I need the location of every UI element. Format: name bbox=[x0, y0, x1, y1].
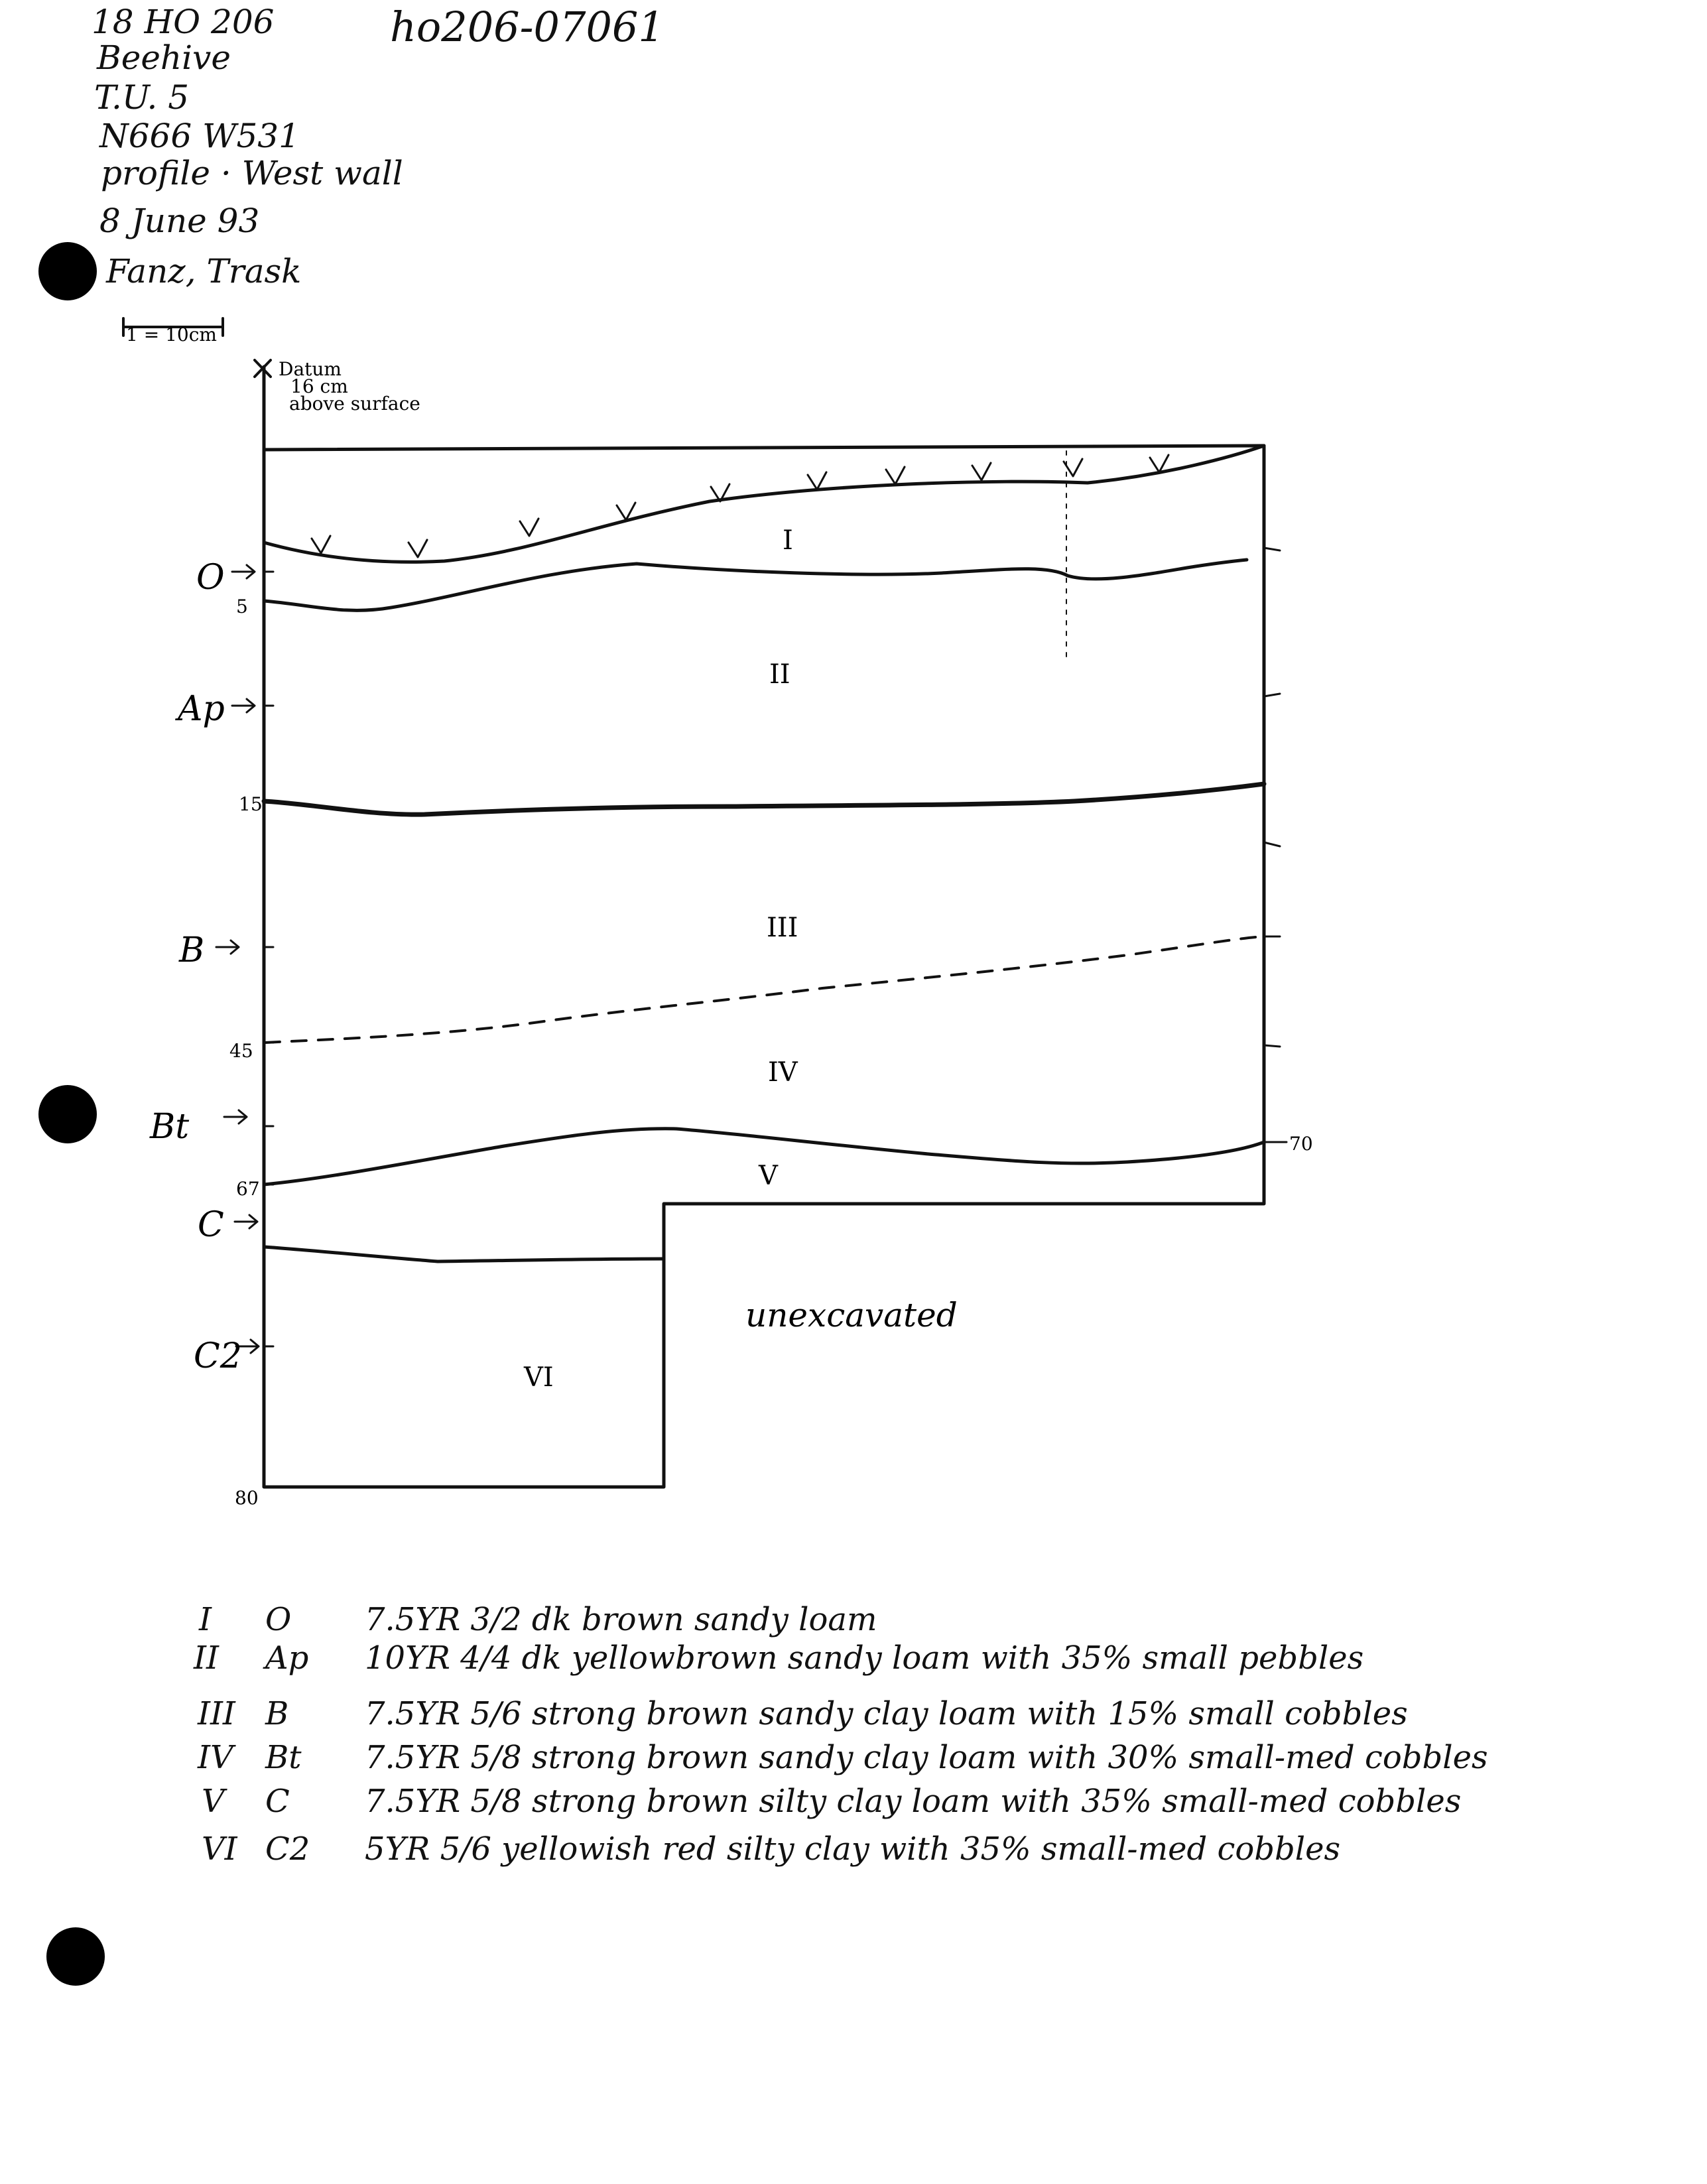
horizon-label-Ap: Ap bbox=[178, 689, 225, 729]
datum-label: Datum bbox=[279, 358, 342, 380]
horizon-label-C2: C2 bbox=[194, 1336, 242, 1376]
layer-numeral-V: V bbox=[759, 1161, 778, 1191]
layer-numeral-VI: VI bbox=[524, 1362, 554, 1393]
legend-roman: VI bbox=[202, 1831, 237, 1868]
legend-row bbox=[198, 1695, 1408, 1732]
depth-mark-45: 45 bbox=[229, 1040, 253, 1062]
boundary-V-VI bbox=[264, 1247, 664, 1261]
legend-roman: III bbox=[198, 1695, 235, 1732]
horizon-label-Bt: Bt bbox=[150, 1107, 190, 1147]
depth-mark-67: 67 bbox=[236, 1178, 260, 1200]
depth-mark-5: 5 bbox=[236, 596, 248, 617]
legend-row bbox=[198, 1739, 1488, 1776]
horizon-arrow-Bt bbox=[224, 1110, 247, 1124]
layer-numeral-I: I bbox=[783, 525, 793, 556]
grass-marks bbox=[312, 455, 1169, 557]
profile-view: profile · West wall bbox=[101, 154, 403, 192]
crew-names: Fanz, Trask bbox=[106, 252, 302, 290]
legend-desc: 7.5YR 3/2 dk brown sandy loam bbox=[365, 1601, 877, 1638]
legend-desc: 5YR 5/6 yellowish red silty clay with 35% small-med cobbles bbox=[365, 1831, 1341, 1868]
horizon-label-C: C bbox=[198, 1205, 224, 1245]
horizon-label-O: O bbox=[196, 558, 225, 598]
legend-desc: 7.5YR 5/8 strong brown sandy clay loam with 30% small-med cobbles bbox=[365, 1739, 1488, 1776]
legend-horizon: O bbox=[265, 1601, 292, 1638]
legend-row bbox=[194, 1639, 1364, 1677]
horizon-arrow-B bbox=[216, 940, 239, 954]
legend-roman: II bbox=[194, 1639, 219, 1677]
legend-desc: 7.5YR 5/8 strong brown silty clay loam with 35% small-med cobbles bbox=[365, 1783, 1462, 1820]
horizon-arrow-C bbox=[235, 1215, 257, 1228]
excavation-date: 8 June 93 bbox=[99, 202, 260, 240]
legend-row bbox=[202, 1831, 1341, 1868]
scale-label: 1 = 10cm bbox=[126, 324, 217, 346]
depth-mark-15: 15 bbox=[239, 793, 263, 815]
layer-numeral-II: II bbox=[769, 659, 790, 690]
catalog-number: ho206-07061 bbox=[390, 3, 664, 51]
ground-surface-line bbox=[264, 446, 1264, 562]
horizon-arrow-Ap bbox=[232, 699, 255, 712]
legend-horizon: Bt bbox=[265, 1739, 302, 1776]
boundary-I-II bbox=[264, 560, 1247, 610]
layer-numeral-III: III bbox=[767, 913, 798, 943]
legend-row bbox=[202, 1783, 1462, 1820]
horizon-label-B: B bbox=[179, 931, 205, 970]
legend-horizon: C2 bbox=[265, 1831, 310, 1868]
horizon-arrow-O bbox=[232, 565, 255, 578]
legend-row bbox=[199, 1601, 877, 1638]
legend-desc: 10YR 4/4 dk yellowbrown sandy loam with 35% small pebbles bbox=[365, 1639, 1364, 1677]
boundary-II-III bbox=[264, 784, 1264, 814]
right-axis-ticks bbox=[1264, 548, 1287, 1142]
unexcavated-label: unexcavated bbox=[745, 1296, 958, 1334]
layer-numeral-IV: IV bbox=[768, 1057, 798, 1088]
site-name: Beehive bbox=[97, 38, 231, 77]
legend-horizon: B bbox=[265, 1695, 289, 1732]
legend-roman: V bbox=[202, 1783, 225, 1820]
legend-desc: 7.5YR 5/6 strong brown sandy clay loam with 15% small cobbles bbox=[365, 1695, 1408, 1732]
unit-coordinates: N666 W531 bbox=[99, 117, 300, 155]
depth-mark-80: 80 bbox=[235, 1487, 259, 1509]
datum-note-2: above surface bbox=[289, 393, 420, 415]
legend-roman: IV bbox=[198, 1739, 233, 1776]
right-depth-mark: 70 bbox=[1289, 1133, 1313, 1155]
boundary-III-IV bbox=[265, 936, 1264, 1043]
legend-roman: I bbox=[199, 1601, 212, 1638]
test-unit: T.U. 5 bbox=[94, 78, 190, 117]
legend-horizon: C bbox=[265, 1783, 290, 1820]
site-number: 18 HO 206 bbox=[92, 3, 275, 41]
datum-note-1: 16 cm bbox=[290, 375, 348, 397]
legend-horizon: Ap bbox=[265, 1639, 309, 1677]
